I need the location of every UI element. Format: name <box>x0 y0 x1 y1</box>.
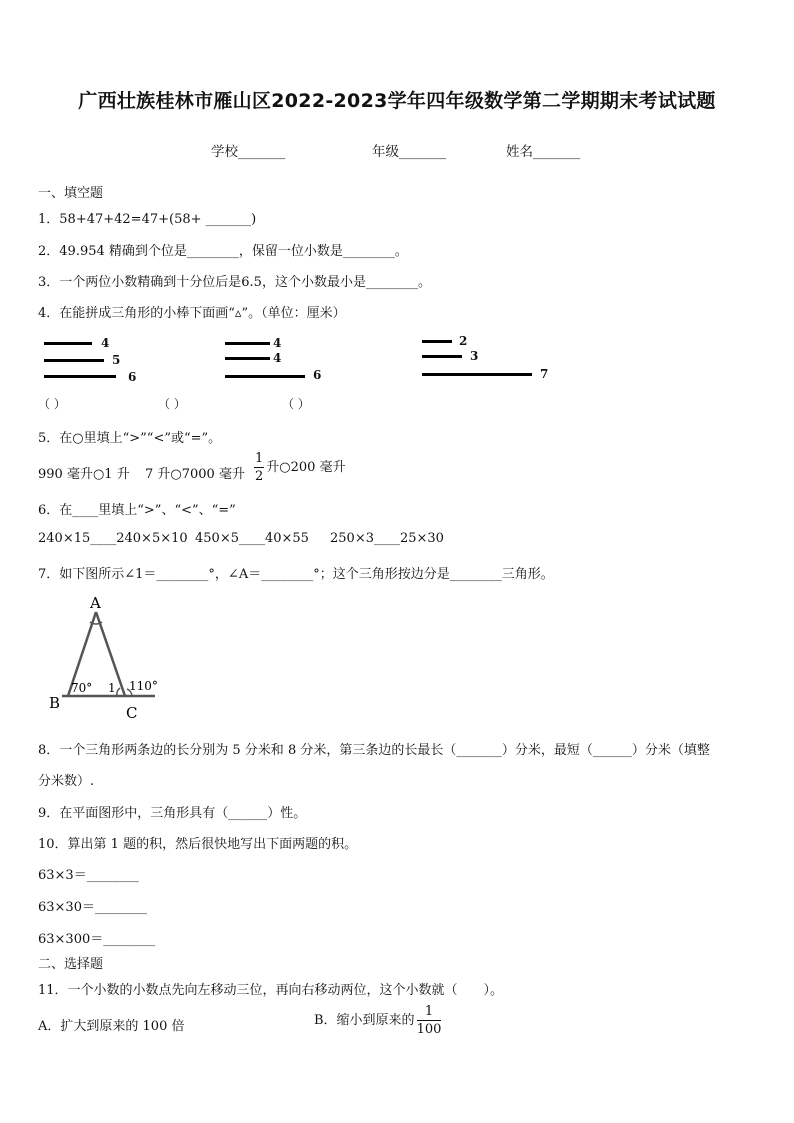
compare-6b: 450×5____40×55 <box>195 531 309 546</box>
question-7: 7．如下图所示∠1＝________°，∠A＝________°；这个三角形按边分是________三角形。 <box>38 567 554 582</box>
stick-length: 3 <box>470 349 479 363</box>
stick <box>44 359 104 362</box>
question-6: 6．在____里填上“>”、“<”、“=” <box>38 503 236 518</box>
stick-length: 6 <box>128 370 137 384</box>
name-field[interactable]: 姓名_______ <box>506 144 581 160</box>
stick-length: 2 <box>459 334 468 348</box>
question-1: 1．58+47+42=47+(58+ _______) <box>38 212 257 227</box>
stick-length: 6 <box>313 368 322 382</box>
angle-ext-label: 110° <box>129 679 158 693</box>
question-2: 2．49.954 精确到个位是________，保留一位小数是________。 <box>38 244 408 259</box>
vertex-b-label: B <box>49 694 61 712</box>
question-11: 11．一个小数的小数点先向左移动三位，再向右移动两位，这个小数就（ ）。 <box>38 983 504 998</box>
fraction-half <box>254 452 264 483</box>
stick <box>422 355 462 358</box>
denominator: 100 <box>416 1022 442 1037</box>
stick-length: 4 <box>273 336 282 350</box>
question-8-line-1: 8．一个三角形两条边的长分别为 5 分米和 8 分米，第三条边的长最长（_______）分米，最短（______）分米（填整 <box>38 743 710 758</box>
product-b: 63×30＝________ <box>38 900 147 915</box>
compare-c-text: 升○200 毫升 <box>266 460 346 475</box>
answer-blank[interactable]: （ ） <box>158 397 186 411</box>
vertex-a-label: A <box>90 594 101 612</box>
stick-length: 4 <box>101 336 110 350</box>
stick <box>422 340 452 343</box>
question-4: 4．在能拼成三角形的小棒下面画“▵”。（单位：厘米） <box>38 306 346 321</box>
answer-blank[interactable]: （ ） <box>38 397 66 411</box>
option-b-text: B．缩小到原来的 <box>314 1013 415 1028</box>
question-8-line-2: 分米数）. <box>38 774 95 789</box>
compare-6a: 240×15____240×5×10 <box>38 531 188 546</box>
answer-blank[interactable]: （ ） <box>282 397 310 411</box>
stick <box>44 375 116 378</box>
section-fill-blank: 一、填空题 <box>38 186 104 201</box>
option-b[interactable] <box>314 1005 443 1036</box>
stick <box>44 342 92 345</box>
stick-length: 7 <box>540 367 549 381</box>
question-3: 3．一个两位小数精确到十分位后是6.5，这个小数最小是________。 <box>38 275 431 290</box>
compare-b: 7 升○7000 毫升 <box>145 467 245 482</box>
triangle-diagram <box>40 590 180 725</box>
stick <box>225 342 270 345</box>
stick <box>225 357 270 360</box>
option-a[interactable]: A．扩大到原来的 100 倍 <box>38 1019 185 1034</box>
stick-length: 5 <box>112 353 121 367</box>
stick-length: 4 <box>273 351 282 365</box>
numerator: 1 <box>255 451 264 466</box>
compare-c <box>252 452 346 483</box>
product-a: 63×3＝________ <box>38 868 139 883</box>
angle-a-arc <box>90 622 102 624</box>
numerator: 1 <box>417 1005 442 1021</box>
section-multiple-choice: 二、选择题 <box>38 957 104 972</box>
angle-1-label: 1 <box>108 681 116 695</box>
stick <box>422 373 532 376</box>
question-5: 5．在○里填上“>”“<”或“=”。 <box>38 431 222 446</box>
angle-b-label: 70° <box>71 681 93 695</box>
vertex-c-label: C <box>126 704 138 722</box>
school-field[interactable]: 学校_______ <box>211 144 286 160</box>
compare-a: 990 毫升○1 升 <box>38 467 130 482</box>
question-9: 9．在平面图形中，三角形具有（______）性。 <box>38 806 307 821</box>
stick <box>225 375 305 378</box>
grade-field[interactable]: 年级_______ <box>372 144 447 160</box>
denominator: 2 <box>255 469 264 484</box>
page-title: 广西壮族桂林市雁山区2022-2023学年四年级数学第二学期期末考试试题 <box>78 90 716 112</box>
compare-6c: 250×3____25×30 <box>330 531 444 546</box>
product-c: 63×300＝________ <box>38 932 156 947</box>
fraction-hundredth <box>417 1005 442 1036</box>
question-10: 10．算出第 1 题的积，然后很快地写出下面两题的积。 <box>38 837 358 852</box>
